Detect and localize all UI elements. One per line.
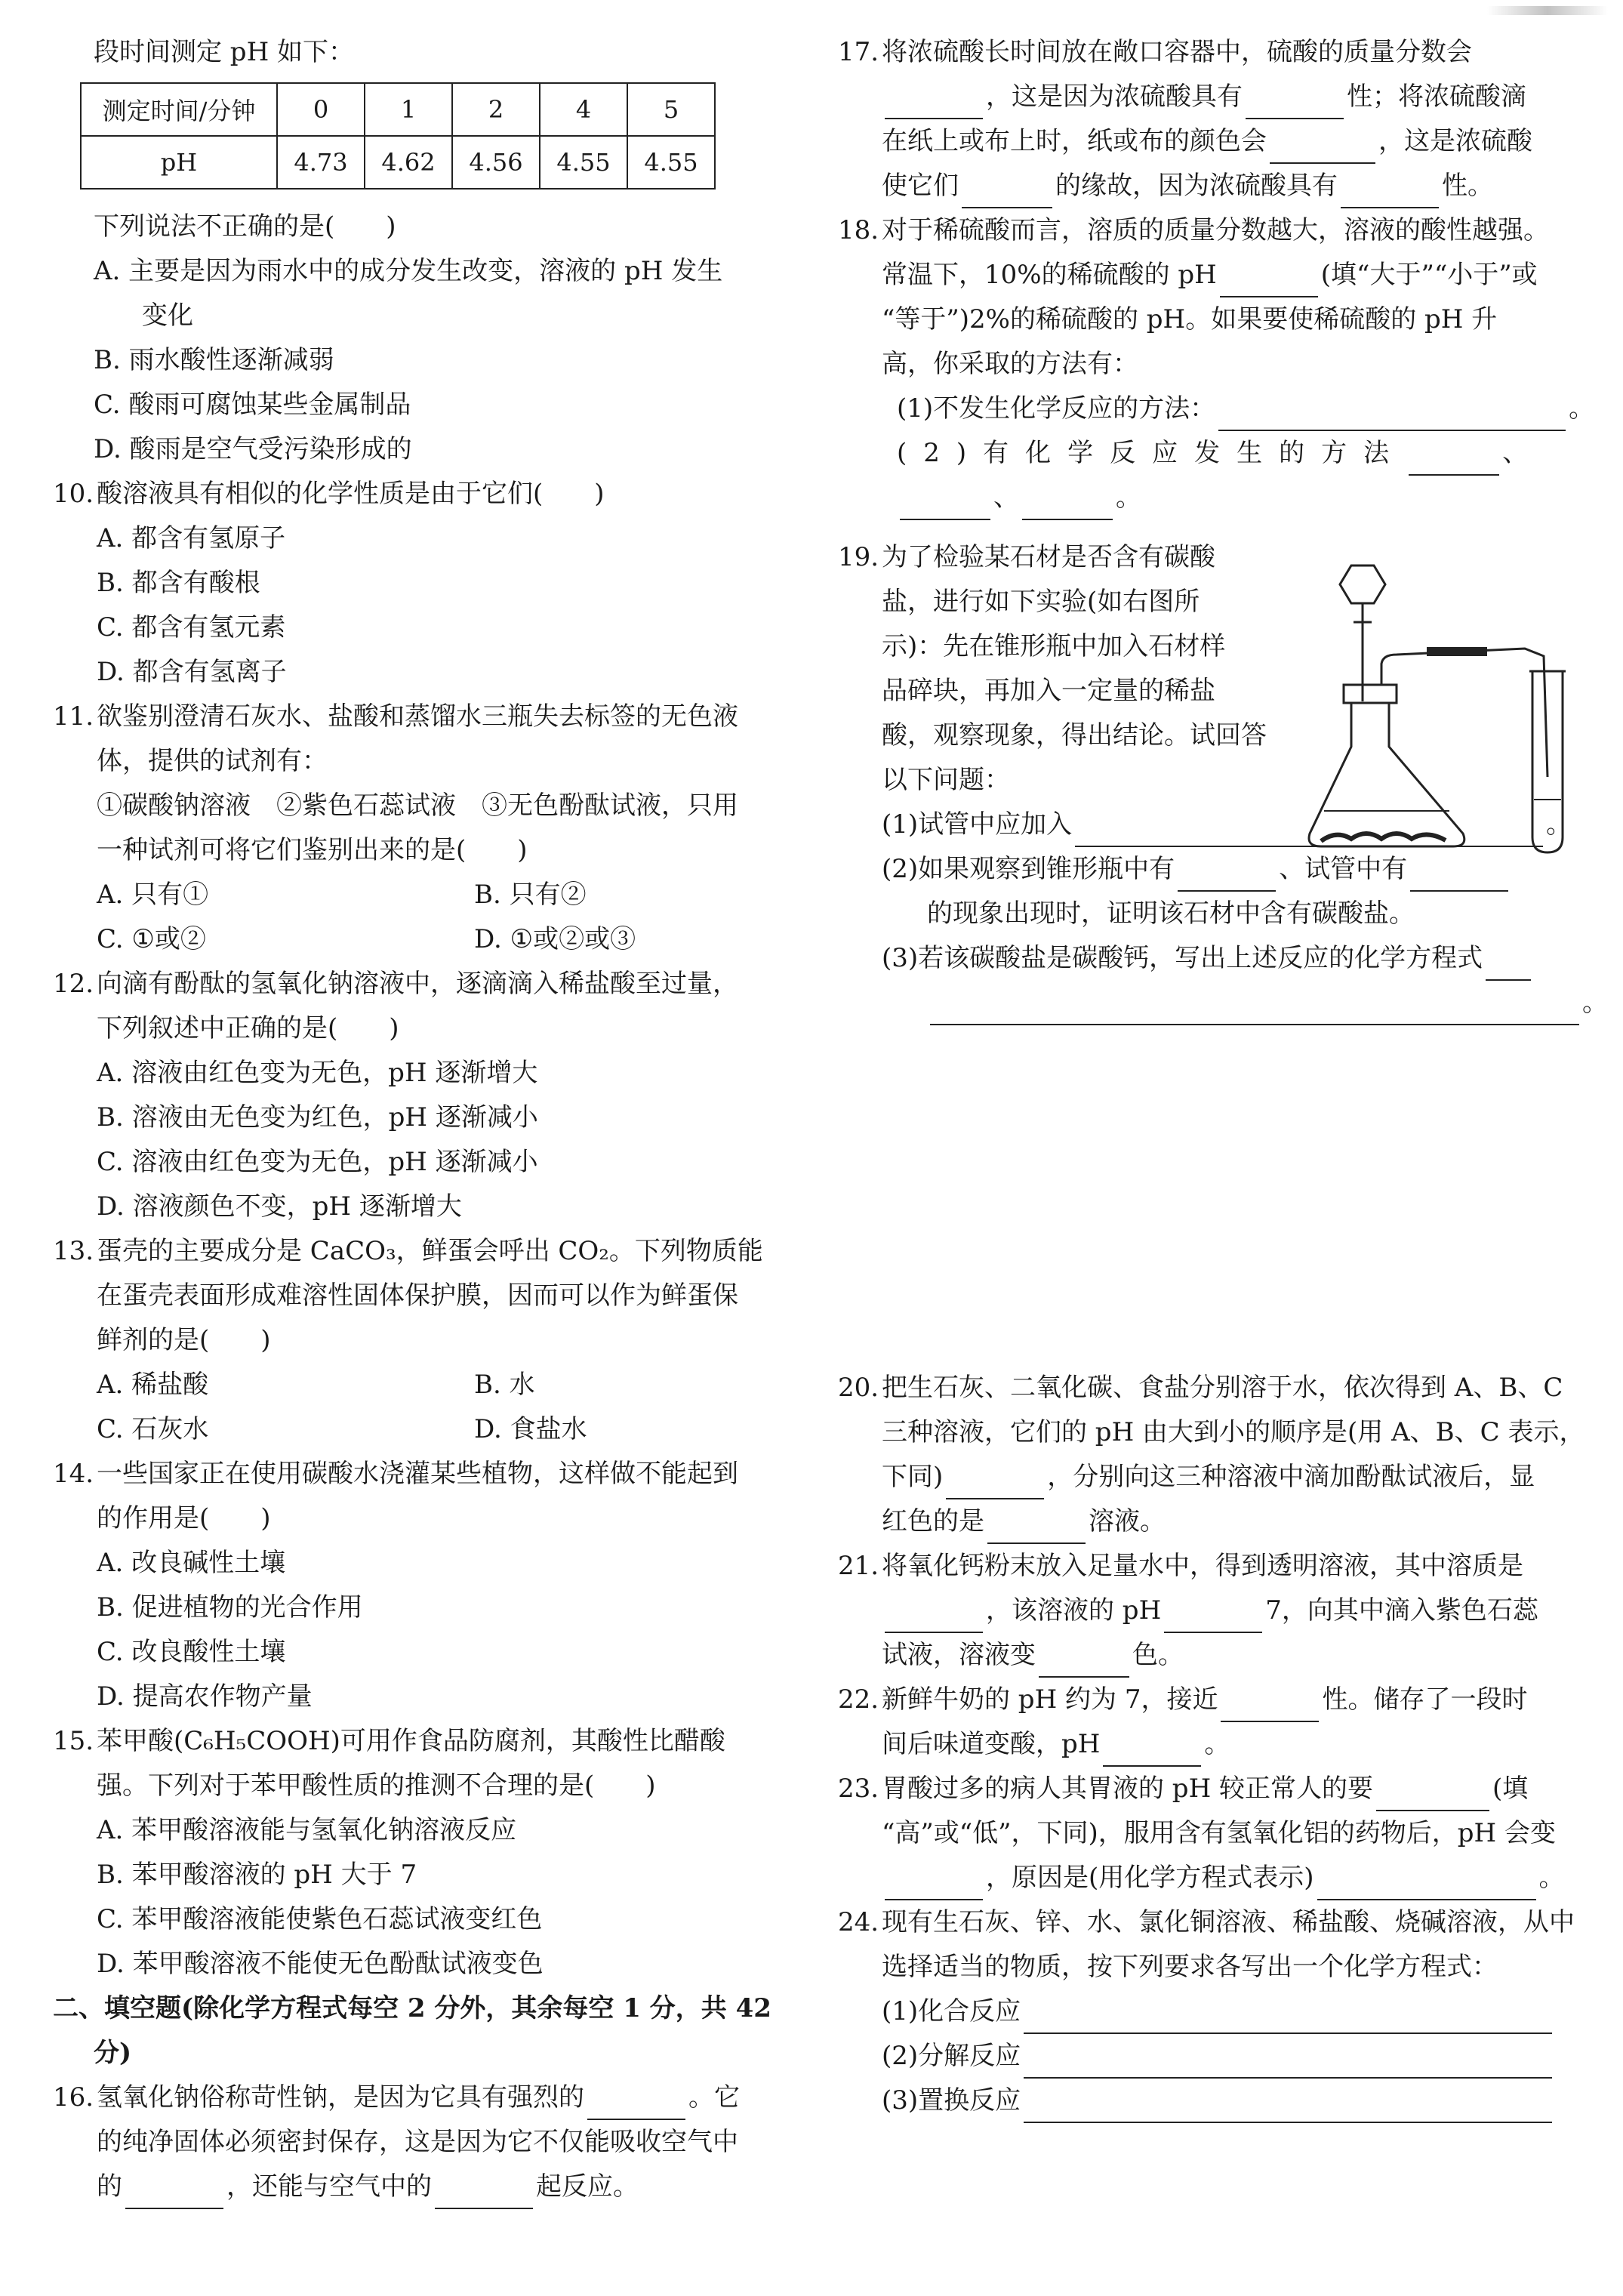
question-line: 现有生石灰、锌、水、氯化铜溶液、稀盐酸、烧碱溶液，从中 [882,1907,1575,1937]
table-cell: 0 [277,83,365,136]
option-b: B. 溶液由无色变为红色，pH 逐渐减小 [97,1102,538,1133]
table-cell: 4.56 [452,136,540,189]
question-number: 21. [838,1551,879,1581]
question-line [882,1455,1593,1499]
table-intro: 段时间测定 pH 如下： [94,37,355,67]
question-line [882,1589,1593,1633]
option-d: D. 食盐水 [474,1414,587,1444]
question-11 [53,695,800,962]
question-line [882,936,1623,981]
question-12 [53,962,800,1229]
question-line [882,1722,1593,1767]
question-stem: 酸溶液具有相似的化学性质是由于它们( ) [97,479,605,509]
text-segment: 起反应。 [536,2171,639,2202]
question-line: 欲鉴别澄清石灰水、盐酸和蒸馏水三瓶失去标签的无色液 [97,701,738,732]
question-line [882,253,1593,297]
text-segment: 、 [1502,438,1529,468]
table-cell: 5 [627,83,715,136]
stopper-icon [1344,685,1397,703]
right-column [838,30,1608,2123]
question-line [882,1767,1593,1811]
text-segment: 红色的是 [882,1506,984,1536]
text-segment: (3)若该碳酸盐是碳酸钙，写出上述反应的化学方程式 [882,943,1483,973]
text-segment: 性。 [1442,171,1493,201]
text-segment: 。 [1538,1863,1565,1893]
text-segment: 新鲜牛奶的 pH 约为 7，接近 [882,1684,1218,1715]
text-segment: (2)有化学反应发生的方法 [897,438,1406,468]
table-cell: 2 [452,83,540,136]
option-a-cont: 变化 [142,300,193,331]
question-21 [838,1544,1593,1678]
apparatus-illustration [1291,550,1593,868]
option-a: A. 溶液由红色变为无色，pH 逐渐增大 [97,1058,538,1088]
question-number: 18. [838,215,879,245]
answer-blank[interactable] [1039,1646,1129,1678]
question-line [882,1856,1593,1900]
answer-blank[interactable] [900,488,990,520]
option-a: A. 稀盐酸 [97,1370,209,1400]
question-number: 12. [53,969,94,999]
question-line: 选择适当的物质，按下列要求各写出一个化学方程式： [882,1952,1498,1982]
text-segment: 。 [1204,1729,1230,1759]
text-segment: 常温下，10%的稀硫酸的 pH [882,260,1217,290]
question-line [882,387,1593,431]
answer-blank[interactable] [946,1468,1044,1499]
answer-blank[interactable] [885,88,983,119]
option-c: C. 酸雨可腐蚀某些金属制品 [94,390,411,420]
option-d: D. 酸雨是空气受污染形成的 [94,434,412,464]
option-b: B. 苯甲酸溶液的 pH 大于 7 [97,1860,417,1890]
question-line: 酸，观察现象，得出结论。试回答 [882,720,1267,750]
question-24 [838,1900,1593,2123]
text-segment: 胃酸过多的病人其胃液的 pH 较正常人的要 [882,1774,1374,1804]
text-segment: 。它 [688,2082,740,2113]
question-number: 16. [53,2082,94,2113]
table-row-label: pH [81,136,277,189]
conical-flask-icon [1309,703,1464,846]
question-line: 的纯净固体必须密封保存，这是因为它不仅能吸收空气中 [97,2127,738,2157]
option-d: D. 溶液颜色不变，pH 逐渐增大 [97,1191,462,1222]
section-title: 二、填空题(除化学方程式每空 2 分外，其余每空 1 分，共 42 [53,1993,771,2023]
left-column [53,30,800,2209]
question-10 [53,472,800,695]
table-cell: 4.55 [627,136,715,189]
text-segment: (1)化合反应 [882,1996,1021,2026]
question-line [882,981,1623,1025]
answer-blank[interactable] [1246,88,1344,119]
option-c: C. 石灰水 [97,1414,209,1444]
question-line [97,2165,800,2209]
question-19 [838,535,1608,1366]
question-line: 把生石灰、二氧化碳、食盐分别溶于水，依次得到 A、B、C [882,1373,1563,1403]
question-18 [838,208,1593,520]
option-d: D. 提高农作物产量 [97,1681,313,1712]
option-a: A. 苯甲酸溶液能与氢氧化钠溶液反应 [97,1815,517,1845]
question-line [882,1678,1593,1722]
answer-blank[interactable] [1270,132,1375,164]
question-line [882,119,1593,164]
question-line: 的现象出现时，证明该石材中含有碳酸盐。 [927,898,1415,929]
text-segment: 、 [993,482,1019,513]
text-segment: (填 [1492,1774,1529,1804]
text-segment: 。 [1116,482,1141,513]
text-segment: 。 [1569,393,1595,424]
scan-edge-mark [1487,6,1608,15]
question-13 [53,1229,800,1452]
answer-blank[interactable] [1024,2091,1552,2123]
text-segment: 。 [1546,809,1572,840]
question-number: 19. [838,542,879,572]
text-segment: ，该溶液的 pH [986,1595,1162,1626]
question-number: 24. [838,1907,879,1937]
table-cell: 4 [540,83,627,136]
answer-blank[interactable] [987,1512,1086,1544]
question-line: 向滴有酚酞的氢氧化钠溶液中，逐滴滴入稀盐酸至过量， [97,969,738,999]
text-segment: ，原因是(用化学方程式表示) [986,1863,1314,1893]
option-a: A. 改良碱性土壤 [97,1548,286,1578]
option-b: B. 水 [474,1370,535,1400]
option-c: C. 都含有氢元素 [97,612,286,643]
text-segment: 性；将浓硫酸滴 [1347,82,1526,112]
question-line [882,476,1593,520]
text-segment: 下同) [882,1462,944,1492]
delivery-tube-icon [1381,649,1548,777]
question-line [882,1499,1593,1544]
option-b: B. 都含有酸根 [97,568,260,598]
funnel-bulb-icon [1340,566,1385,603]
text-segment: 性。储存了一段时 [1322,1684,1528,1715]
question-line: 为了检验某石材是否含有碳酸 [882,542,1215,572]
question-line: 高，你采取的方法有： [882,349,1138,379]
answer-blank[interactable] [1164,1601,1262,1633]
question-line: 一些国家正在使用碳酸水浇灌某些植物，这样做不能起到 [97,1459,738,1489]
question-14 [53,1452,800,1719]
option-c: C. ①或② [97,924,206,954]
ph-measurement-table [80,82,716,190]
table-header-label: 测定时间/分钟 [81,83,277,136]
question-15 [53,1719,800,1986]
answer-blank[interactable] [1024,2047,1552,2079]
question-number: 13. [53,1236,94,1266]
question-line: 的作用是( ) [97,1503,271,1533]
question-number: 22. [838,1684,879,1715]
question-line: 下列叙述中正确的是( ) [97,1013,399,1043]
question-line [882,2034,1593,2079]
option-row [97,873,800,917]
text-segment: 的缘故，因为浓硫酸具有 [1055,171,1338,201]
answer-blank[interactable] [885,1601,983,1633]
question-line: 一种试剂可将它们鉴别出来的是( ) [97,835,528,865]
text-segment: (2)如果观察到锥形瓶中有 [882,854,1175,884]
option-row [97,1407,800,1452]
question-line [882,2079,1593,2123]
question-line: 品碎块，再加入一定量的稀盐 [882,676,1215,706]
text-segment: (1)不发生化学反应的方法： [897,393,1216,424]
option-d: D. 都含有氢离子 [97,657,287,687]
question-line: “等于”)2%的稀硫酸的 pH。如果要使稀硫酸的 pH 升 [882,304,1498,334]
answer-blank[interactable] [930,994,1579,1025]
table-cell: 4.55 [540,136,627,189]
table-row [81,136,715,189]
text-segment: 使它们 [882,171,959,201]
answer-blank[interactable] [1317,1869,1536,1900]
answer-blank[interactable] [885,1869,983,1900]
answer-blank[interactable] [435,2177,533,2209]
option-d: D. 苯甲酸溶液不能使无色酚酞试液变色 [97,1949,544,1979]
question-number: 23. [838,1774,879,1804]
text-segment: 在纸上或布上时，纸或布的颜色会 [882,126,1267,156]
text-segment: ，这是浓硫酸 [1378,126,1532,156]
answer-blank[interactable] [1341,177,1439,208]
question-number: 15. [53,1726,94,1756]
answer-blank[interactable] [1409,444,1499,476]
question-line: 对于稀硫酸而言，溶质的质量分数越大，溶液的酸性越强。 [882,215,1549,245]
question-line: 示)：先在锥形瓶中加入石材样 [882,631,1226,661]
text-segment: (1)试管中应加入 [882,809,1073,840]
text-segment: (2)分解反应 [882,2041,1021,2071]
text-segment: 7，向其中滴入紫色石蕊 [1265,1595,1538,1626]
option-c: C. 苯甲酸溶液能使紫色石蕊试液变红色 [97,1904,543,1934]
section-2-heading [53,1986,800,2076]
question-number: 17. [838,37,879,67]
question-number: 14. [53,1459,94,1489]
question-9 [53,205,800,472]
stone-sample-icon [1321,834,1446,841]
answer-blank[interactable] [125,2177,223,2209]
question-line: 在蛋壳表面形成难溶性固体保护膜，因而可以作为鲜蛋保 [97,1281,738,1311]
text-segment: 间后味道变酸，pH [882,1729,1101,1759]
option-c: C. 溶液由红色变为无色，pH 逐渐减小 [97,1147,538,1177]
answer-blank[interactable] [1178,860,1276,892]
question-number: 10. [53,479,94,509]
answer-blank[interactable] [1486,949,1531,981]
option-a: A. 主要是因为雨水中的成分发生改变，溶液的 pH 发生 [94,256,723,286]
text-segment: 氢氧化钠俗称苛性钠，是因为它具有强烈的 [97,2082,584,2113]
answer-blank[interactable] [1024,2002,1552,2034]
text-segment: (填“大于”“小于”或 [1320,260,1538,290]
question-23 [838,1767,1593,1900]
question-line: 强。下列对于苯甲酸性质的推测不合理的是( ) [97,1771,656,1801]
answer-blank[interactable] [1376,1780,1489,1811]
text-segment: 试液，溶液变 [882,1640,1036,1670]
text-segment: 。 [1582,988,1608,1018]
answer-blank[interactable] [1022,488,1113,520]
option-d: D. ①或②或③ [474,924,636,954]
option-a: A. 只有① [97,880,209,910]
question-line: 三种溶液，它们的 pH 由大到小的顺序是(用 A、B、C 表示， [882,1417,1585,1447]
option-b: B. 雨水酸性逐渐减弱 [94,345,334,375]
section-title-cont: 分) [94,2038,132,2068]
table-cell: 4.73 [277,136,365,189]
question-line: ①碳酸钠溶液 ②紫色石蕊试液 ③无色酚酞试液，只用 [97,791,738,821]
question-line: 将氧化钙粉末放入足量水中，得到透明溶液，其中溶质是 [882,1551,1523,1581]
answer-blank[interactable] [587,2088,685,2120]
text-segment: (3)置换反应 [882,2085,1021,2116]
table-cell: 1 [365,83,452,136]
question-line: 蛋壳的主要成分是 CaCO₃，鲜蛋会呼出 CO₂。下列物质能 [97,1236,763,1266]
text-segment: ，还能与空气中的 [226,2171,432,2202]
text-segment: 色。 [1132,1640,1184,1670]
question-20 [838,1366,1593,1544]
option-a: A. 都含有氢原子 [97,523,286,553]
option-c: C. 改良酸性土壤 [97,1637,286,1667]
text-segment: ，分别向这三种溶液中滴加酚酞试液后，显 [1047,1462,1535,1492]
question-17 [838,30,1593,208]
answer-blank[interactable] [1218,399,1566,431]
option-row [97,917,800,962]
answer-blank[interactable] [1221,1690,1319,1722]
text-segment: 的 [97,2171,122,2202]
question-line [882,1989,1593,2034]
question-line [882,75,1593,119]
question-line [882,431,1593,476]
text-segment: 、试管中有 [1279,854,1408,884]
question-line: 以下问题： [882,765,1010,795]
question-line [882,1633,1593,1678]
question-line [97,2076,800,2120]
question-line: 体，提供的试剂有： [97,746,328,776]
rubber-tube-icon [1427,647,1487,656]
question-line [882,164,1593,208]
option-row [97,1363,800,1407]
answer-blank[interactable] [1220,266,1318,297]
question-line: 盐，进行如下实验(如右图所 [882,587,1200,617]
question-line: “高”或“低”，下同)，服用含有氢氧化铝的药物后，pH 会变 [882,1818,1557,1848]
question-stem: 下列说法不正确的是( ) [94,211,396,242]
question-line: 苯甲酸(C₆H₅COOH)可用作食品防腐剂，其酸性比醋酸 [97,1726,725,1756]
question-line: 鲜剂的是( ) [97,1325,271,1355]
question-line: 将浓硫酸长时间放在敞口容器中，硫酸的质量分数会 [882,37,1472,67]
option-b: B. 只有② [474,880,587,910]
table-cell: 4.62 [365,136,452,189]
text-segment: ，这是因为浓硫酸具有 [986,82,1243,112]
option-b: B. 促进植物的光合作用 [97,1592,363,1623]
question-number: 20. [838,1373,879,1403]
table-row [81,83,715,136]
question-22 [838,1678,1593,1767]
answer-blank[interactable] [962,177,1052,208]
question-number: 11. [53,701,94,732]
answer-blank[interactable] [1103,1735,1201,1767]
text-segment: 溶液。 [1089,1506,1166,1536]
question-16 [53,2076,800,2209]
